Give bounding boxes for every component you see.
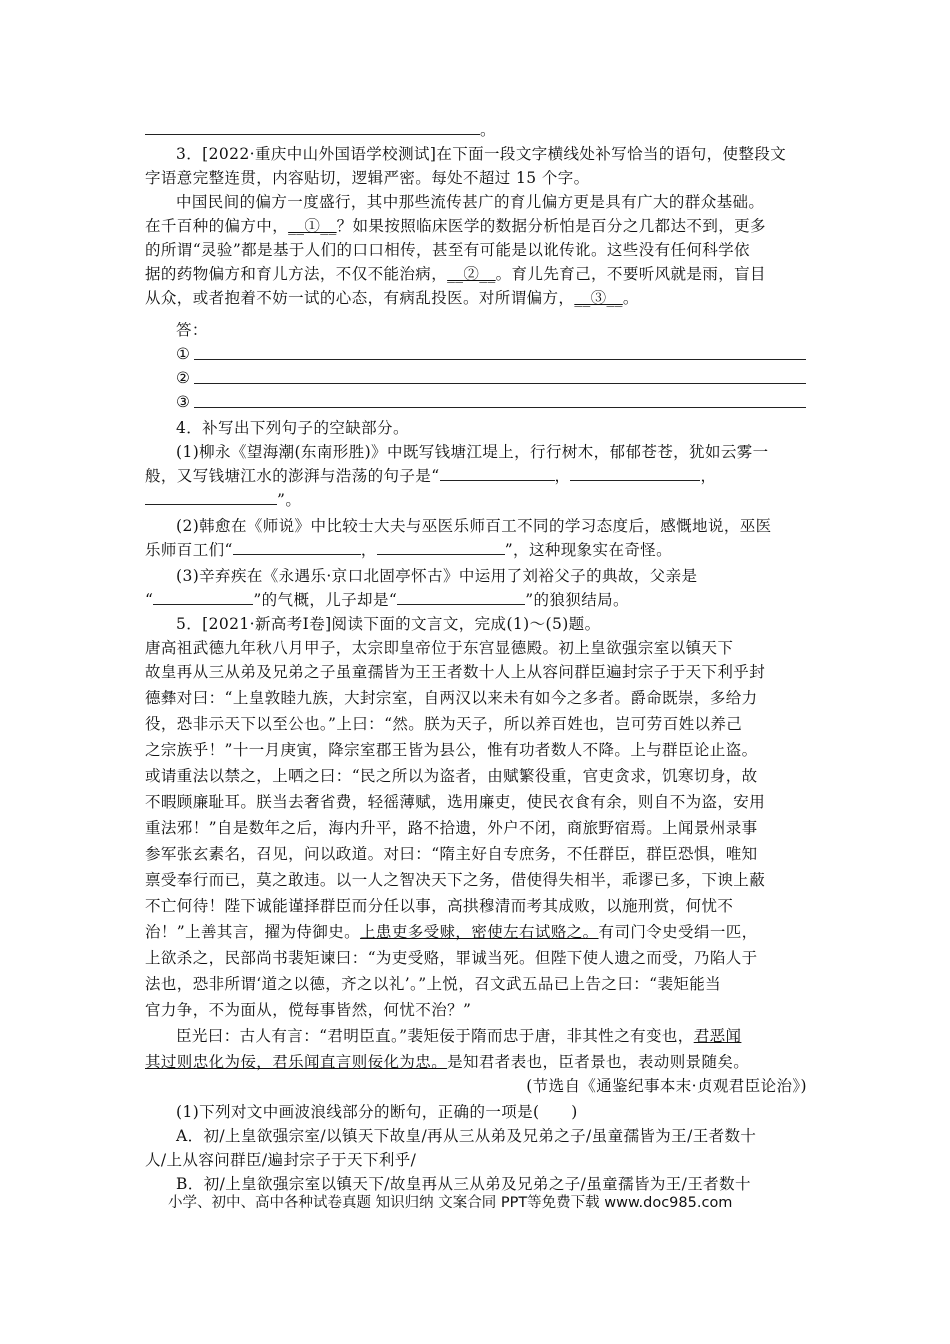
passage-line: 或请重法以禁之，上哂之曰：“民之所以为盗者，由赋繁役重，官吏贪求，饥寒切身，故 xyxy=(145,767,758,785)
page-footer: 小学、初中、高中各种试卷真题 知识归纳 文案合同 PPT等免费下载 www.doc985.com xyxy=(168,1195,733,1211)
previous-answer-blank: 。 xyxy=(145,118,810,142)
passage-line: 重法邪！”自是数年之后，海内升平，路不拾遗，外户不闭，商旅野宿焉。上闻景州录事 xyxy=(145,819,758,837)
q3-passage-line: 从众，或者抱着不妨一试的心态，有病乱投医。对所谓偏方，__③__。 xyxy=(145,289,639,307)
option-b[interactable]: B．初/上皇欲强宗室以镇天下/故皇再从三从弟及兄弟之子/虽童孺皆为王/王者数十 xyxy=(176,1175,751,1193)
commentary-line: 其过则忠化为佞，君乐闻直言则佞化为忠。是知君者表也，臣者景也，表动则景随矣。 xyxy=(145,1053,750,1071)
commentary-line: 臣光曰：古人有言：“君明臣直。”裴矩佞于隋而忠于唐，非其性之有变也，君恶闻 xyxy=(176,1027,742,1045)
q5-sub1: (1)下列对文中画波浪线部分的断句，正确的一项是( ) xyxy=(176,1103,578,1121)
blank-3: __③__ xyxy=(574,289,623,307)
passage-line: 禀受奉行而已，莫之敢违。以一人之智决天下之务，借使得失相半，乖谬已多，下谀上蔽 xyxy=(145,871,766,889)
blank-1: __①__ xyxy=(288,217,337,235)
passage-line: 上欲杀之，民部尚书裴矩谏曰：“为吏受赂，罪诚当死。但陛下使人遗之而受，乃陷人于 xyxy=(145,949,758,967)
q4-sub1-cont: 般，又写钱塘江水的澎湃与浩荡的句子是“ ， ， xyxy=(145,467,717,485)
q4-sub2-cont: 乐师百工们“ ， ”，这种现象实在奇怪。 xyxy=(145,541,673,559)
underlined-sentence: 上患吏多受赇，密使左右试赂之。 xyxy=(360,923,599,941)
fill-blank[interactable] xyxy=(233,540,361,555)
fill-blank[interactable] xyxy=(153,590,253,605)
fill-blank[interactable] xyxy=(570,466,700,481)
passage-line: 不暇顾廉耻耳。朕当去奢省费，轻徭薄赋，选用廉吏，使民衣食有余，则自不为盗，安用 xyxy=(145,793,766,811)
passage-line: 不亡何待！陛下诚能谨择群臣而分任以事，高拱穆清而考其成败，以施刑赏，何忧不 xyxy=(145,897,734,915)
blank-2: __②__ xyxy=(447,265,496,283)
blank-line xyxy=(145,120,480,135)
passage-line: 治！”上善其言，擢为侍御史。上患吏多受赇，密使左右试赂之。有司门令史受绢一匹， xyxy=(145,923,758,941)
q4-sub3: (3)辛弃疾在《永遇乐·京口北固亭怀古》中运用了刘裕父子的典故，父亲是 xyxy=(176,567,698,585)
option-a-cont: 人/上从容问群臣/遍封宗子于天下利乎/ xyxy=(145,1151,417,1169)
q3-header-cont: 字语意完整连贯，内容贴切，逻辑严密。每处不超过 15 个字。 xyxy=(145,169,590,187)
q4-sub2: (2)韩愈在《师说》中比较士大夫与巫医乐师百工不同的学习态度后，感慨地说，巫医 xyxy=(176,517,772,535)
passage-line: 法也，恐非所谓‘道之以德，齐之以礼’。”上悦，召文武五品已上告之曰：“裴矩能当 xyxy=(145,975,722,993)
q4-sub1-cont2: ”。 xyxy=(145,488,810,512)
fill-blank[interactable] xyxy=(145,490,277,505)
answer-label: 答： xyxy=(176,321,208,339)
option-a[interactable]: A．初/上皇欲强宗室/以镇天下故皇/再从三从弟及兄弟之子/虽童孺皆为王/王者数十 xyxy=(176,1127,757,1145)
q3-header: 3．[2022·重庆中山外国语学校测试]在下面一段文字横线处补写恰当的语句，使整段文 xyxy=(176,145,787,163)
underlined-sentence: 君恶闻 xyxy=(693,1027,742,1045)
fill-blank[interactable] xyxy=(440,466,555,481)
q4-header: 4．补写出下列句子的空缺部分。 xyxy=(176,419,409,437)
q3-passage-line: 中国民间的偏方一度盛行，其中那些流传甚广的育儿偏方更是具有广大的群众基础。 xyxy=(176,193,765,211)
passage-line: 官力争，不为面从，傥每事皆然，何忧不治？” xyxy=(145,1001,472,1019)
q4-sub1: (1)柳永《望海潮(东南形胜)》中既写钱塘江堤上，行行树木，郁郁苍苍，犹如云雾一 xyxy=(176,443,769,461)
fill-blank[interactable] xyxy=(377,540,505,555)
passage-line: 德彝对曰：“上皇敦睦九族，大封宗室，自两汉以来未有如今之多者。爵命既崇，多给力 xyxy=(145,689,758,707)
passage-line: 役，恐非示天下以至公也。”上曰：“然。朕为天子，所以养百姓也，岂可劳百姓以养己 xyxy=(145,715,743,733)
q3-passage-line: 的所谓“灵验”都是基于人们的口口相传，甚至有可能是以讹传讹。这些没有任何科学依 xyxy=(145,241,750,259)
q3-passage-line: 据的药物偏方和育儿方法，不仅不能治病，__②__。育儿先育己，不要听风就是雨，盲目 xyxy=(145,265,766,283)
underlined-sentence: 其过则忠化为佞，君乐闻直言则佞化为忠。 xyxy=(145,1053,448,1071)
passage-line: 之宗族乎！”十一月庚寅，降宗室郡王皆为县公，惟有功者数人不降。上与群臣论止盗。 xyxy=(145,741,758,759)
answer-line-2[interactable]: ② xyxy=(176,366,806,390)
q4-sub3-cont: “ ”的气概，儿子却是“ ”的狼狈结局。 xyxy=(145,591,629,609)
q3-passage-line: 在千百种的偏方中，__①__？如果按照临床医学的数据分析怕是百分之几都达不到，更多 xyxy=(145,217,766,235)
fill-blank[interactable] xyxy=(397,590,525,605)
passage-line: 唐高祖武德九年秋八月甲子，太宗即皇帝位于东宫显德殿。初上皇欲强宗室以镇天下 xyxy=(145,639,734,657)
answer-line-3[interactable]: ③ xyxy=(176,390,806,414)
passage-source: (节选自《通鉴纪事本末·贞观君臣论治》) xyxy=(526,1077,807,1095)
answer-line-1[interactable]: ① xyxy=(176,342,806,366)
q5-header: 5．[2021·新高考Ⅰ卷]阅读下面的文言文，完成(1)～(5)题。 xyxy=(176,615,601,633)
passage-line: 故皇再从三从弟及兄弟之子虽童孺皆为王王者数十人上从容问群臣遍封宗子于天下利乎封 xyxy=(145,663,766,681)
passage-line: 参军张玄素名，召见，问以政道。对曰：“隋主好自专庶务，不任群臣，群臣恐惧，唯知 xyxy=(145,845,758,863)
